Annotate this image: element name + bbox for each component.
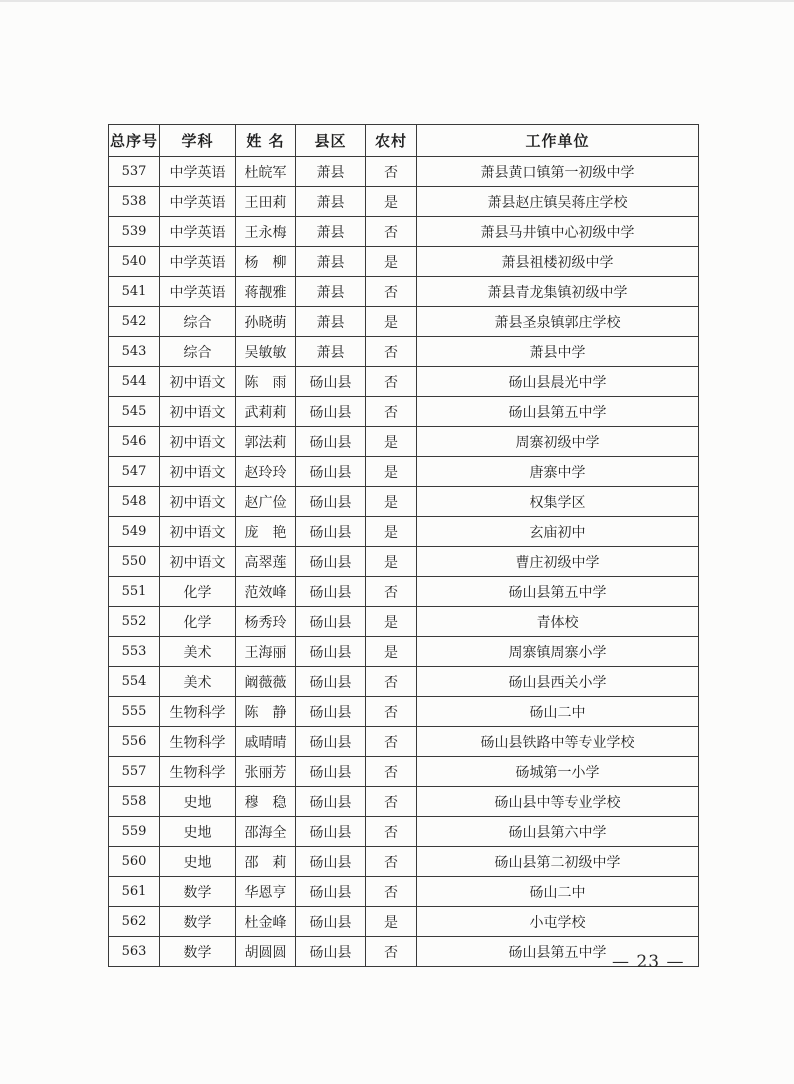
cell-county: 萧县	[296, 157, 366, 187]
cell-subject: 中学英语	[160, 187, 236, 217]
table-row	[109, 217, 699, 247]
table-row	[109, 277, 699, 307]
cell-name: 高翠莲	[236, 547, 296, 577]
table-row	[109, 157, 699, 187]
page-number: — 23 —	[612, 952, 685, 972]
cell-name: 戚晴晴	[236, 727, 296, 757]
cell-workplace: 萧县赵庄镇吴蒋庄学校	[417, 187, 699, 217]
cell-subject: 中学英语	[160, 277, 236, 307]
table-body	[109, 157, 699, 967]
cell-rural: 是	[366, 307, 417, 337]
cell-county: 砀山县	[296, 457, 366, 487]
cell-rural: 否	[366, 937, 417, 967]
cell-subject: 中学英语	[160, 247, 236, 277]
cell-workplace: 玄庙初中	[417, 517, 699, 547]
cell-subject: 综合	[160, 337, 236, 367]
cell-serial: 550	[109, 547, 160, 577]
cell-serial: 545	[109, 397, 160, 427]
cell-rural: 否	[366, 277, 417, 307]
cell-serial: 554	[109, 667, 160, 697]
cell-serial: 557	[109, 757, 160, 787]
cell-serial: 548	[109, 487, 160, 517]
cell-county: 砀山县	[296, 817, 366, 847]
table-row	[109, 787, 699, 817]
cell-serial: 551	[109, 577, 160, 607]
cell-subject: 生物科学	[160, 757, 236, 787]
col-header-name: 姓 名	[236, 125, 296, 157]
cell-rural: 否	[366, 697, 417, 727]
col-header-subject: 学科	[160, 125, 236, 157]
col-header-county: 县区	[296, 125, 366, 157]
cell-workplace: 砀山县西关小学	[417, 667, 699, 697]
cell-subject: 初中语文	[160, 517, 236, 547]
cell-name: 王海丽	[236, 637, 296, 667]
table-row	[109, 397, 699, 427]
cell-county: 砀山县	[296, 757, 366, 787]
cell-serial: 544	[109, 367, 160, 397]
table-header-row	[109, 125, 699, 157]
cell-county: 砀山县	[296, 637, 366, 667]
cell-workplace: 砀山县第二初级中学	[417, 847, 699, 877]
cell-subject: 美术	[160, 667, 236, 697]
cell-workplace: 周寨镇周寨小学	[417, 637, 699, 667]
cell-serial: 561	[109, 877, 160, 907]
cell-serial: 541	[109, 277, 160, 307]
col-header-workplace: 工作单位	[417, 125, 699, 157]
cell-subject: 史地	[160, 847, 236, 877]
cell-name: 杨 柳	[236, 247, 296, 277]
cell-name: 邵海全	[236, 817, 296, 847]
cell-rural: 否	[366, 667, 417, 697]
col-header-serial: 总序号	[109, 125, 160, 157]
cell-rural: 是	[366, 187, 417, 217]
cell-workplace: 萧县中学	[417, 337, 699, 367]
table-row	[109, 637, 699, 667]
table-row	[109, 607, 699, 637]
cell-subject: 史地	[160, 787, 236, 817]
cell-workplace: 曹庄初级中学	[417, 547, 699, 577]
table-row	[109, 337, 699, 367]
cell-rural: 否	[366, 397, 417, 427]
table-row	[109, 667, 699, 697]
col-header-rural: 农村	[366, 125, 417, 157]
cell-subject: 化学	[160, 607, 236, 637]
table-row	[109, 847, 699, 877]
cell-serial: 540	[109, 247, 160, 277]
cell-rural: 否	[366, 337, 417, 367]
table-row	[109, 487, 699, 517]
cell-name: 蒋靓雅	[236, 277, 296, 307]
cell-name: 庞 艳	[236, 517, 296, 547]
cell-county: 萧县	[296, 277, 366, 307]
cell-serial: 560	[109, 847, 160, 877]
cell-subject: 化学	[160, 577, 236, 607]
cell-subject: 初中语文	[160, 457, 236, 487]
cell-serial: 538	[109, 187, 160, 217]
cell-serial: 553	[109, 637, 160, 667]
cell-name: 穆 稳	[236, 787, 296, 817]
cell-county: 砀山县	[296, 937, 366, 967]
cell-subject: 生物科学	[160, 697, 236, 727]
cell-subject: 史地	[160, 817, 236, 847]
cell-name: 范效峰	[236, 577, 296, 607]
table-row	[109, 247, 699, 277]
cell-name: 孙晓萌	[236, 307, 296, 337]
table-row	[109, 307, 699, 337]
table-row	[109, 187, 699, 217]
cell-county: 萧县	[296, 307, 366, 337]
cell-county: 砀山县	[296, 427, 366, 457]
cell-name: 邵 莉	[236, 847, 296, 877]
cell-rural: 是	[366, 637, 417, 667]
cell-serial: 546	[109, 427, 160, 457]
cell-workplace: 砀山二中	[417, 697, 699, 727]
cell-rural: 否	[366, 877, 417, 907]
cell-subject: 初中语文	[160, 547, 236, 577]
cell-subject: 初中语文	[160, 367, 236, 397]
cell-county: 砀山县	[296, 607, 366, 637]
cell-name: 杜金峰	[236, 907, 296, 937]
table-row	[109, 907, 699, 937]
cell-rural: 是	[366, 607, 417, 637]
cell-name: 武莉莉	[236, 397, 296, 427]
cell-county: 砀山县	[296, 877, 366, 907]
cell-workplace: 砀山二中	[417, 877, 699, 907]
cell-serial: 552	[109, 607, 160, 637]
cell-serial: 539	[109, 217, 160, 247]
cell-subject: 初中语文	[160, 487, 236, 517]
cell-county: 砀山县	[296, 517, 366, 547]
table-row	[109, 457, 699, 487]
cell-county: 砀山县	[296, 547, 366, 577]
table-row	[109, 577, 699, 607]
cell-county: 萧县	[296, 187, 366, 217]
cell-county: 砀山县	[296, 697, 366, 727]
cell-workplace: 砀山县中等专业学校	[417, 787, 699, 817]
cell-name: 杜皖军	[236, 157, 296, 187]
cell-subject: 中学英语	[160, 157, 236, 187]
cell-rural: 是	[366, 247, 417, 277]
cell-serial: 547	[109, 457, 160, 487]
cell-county: 砀山县	[296, 847, 366, 877]
cell-county: 砀山县	[296, 577, 366, 607]
table-row	[109, 547, 699, 577]
cell-name: 郭法莉	[236, 427, 296, 457]
cell-serial: 537	[109, 157, 160, 187]
cell-serial: 563	[109, 937, 160, 967]
table-row	[109, 367, 699, 397]
cell-rural: 否	[366, 757, 417, 787]
cell-rural: 是	[366, 487, 417, 517]
cell-name: 阚薇薇	[236, 667, 296, 697]
cell-name: 王永梅	[236, 217, 296, 247]
cell-rural: 是	[366, 427, 417, 457]
cell-subject: 初中语文	[160, 427, 236, 457]
cell-rural: 是	[366, 907, 417, 937]
cell-rural: 否	[366, 727, 417, 757]
cell-workplace: 砀山县第六中学	[417, 817, 699, 847]
cell-subject: 综合	[160, 307, 236, 337]
cell-subject: 中学英语	[160, 217, 236, 247]
table-row	[109, 817, 699, 847]
cell-county: 砀山县	[296, 787, 366, 817]
cell-county: 萧县	[296, 217, 366, 247]
cell-name: 吴敏敏	[236, 337, 296, 367]
cell-workplace: 权集学区	[417, 487, 699, 517]
table-row	[109, 697, 699, 727]
cell-rural: 否	[366, 367, 417, 397]
teacher-roster-table	[108, 124, 699, 967]
cell-county: 萧县	[296, 247, 366, 277]
table-row	[109, 877, 699, 907]
cell-serial: 558	[109, 787, 160, 817]
cell-serial: 542	[109, 307, 160, 337]
cell-workplace: 砀山县第五中学	[417, 937, 699, 967]
cell-subject: 数学	[160, 907, 236, 937]
cell-workplace: 砀山县晨光中学	[417, 367, 699, 397]
cell-county: 砀山县	[296, 397, 366, 427]
cell-workplace: 萧县祖楼初级中学	[417, 247, 699, 277]
cell-name: 华恩亨	[236, 877, 296, 907]
table-row	[109, 517, 699, 547]
cell-serial: 562	[109, 907, 160, 937]
cell-subject: 数学	[160, 937, 236, 967]
cell-county: 砀山县	[296, 367, 366, 397]
cell-subject: 美术	[160, 637, 236, 667]
cell-county: 砀山县	[296, 487, 366, 517]
cell-workplace: 萧县圣泉镇郭庄学校	[417, 307, 699, 337]
cell-workplace: 小屯学校	[417, 907, 699, 937]
cell-rural: 是	[366, 517, 417, 547]
table-row	[109, 427, 699, 457]
cell-serial: 555	[109, 697, 160, 727]
cell-workplace: 萧县马井镇中心初级中学	[417, 217, 699, 247]
cell-subject: 生物科学	[160, 727, 236, 757]
cell-workplace: 砀城第一小学	[417, 757, 699, 787]
cell-workplace: 萧县青龙集镇初级中学	[417, 277, 699, 307]
cell-county: 砀山县	[296, 727, 366, 757]
table-row	[109, 937, 699, 967]
cell-subject: 数学	[160, 877, 236, 907]
cell-rural: 否	[366, 157, 417, 187]
cell-name: 赵玲玲	[236, 457, 296, 487]
cell-rural: 是	[366, 457, 417, 487]
table-row	[109, 727, 699, 757]
cell-subject: 初中语文	[160, 397, 236, 427]
table-row	[109, 757, 699, 787]
cell-serial: 543	[109, 337, 160, 367]
cell-rural: 否	[366, 817, 417, 847]
cell-name: 陈 静	[236, 697, 296, 727]
cell-rural: 否	[366, 787, 417, 817]
cell-county: 萧县	[296, 337, 366, 367]
cell-workplace: 砀山县铁路中等专业学校	[417, 727, 699, 757]
cell-rural: 否	[366, 217, 417, 247]
cell-workplace: 周寨初级中学	[417, 427, 699, 457]
cell-name: 胡圆圆	[236, 937, 296, 967]
cell-county: 砀山县	[296, 907, 366, 937]
cell-name: 张丽芳	[236, 757, 296, 787]
cell-rural: 否	[366, 847, 417, 877]
cell-rural: 是	[366, 547, 417, 577]
cell-name: 杨秀玲	[236, 607, 296, 637]
cell-workplace: 砀山县第五中学	[417, 397, 699, 427]
cell-serial: 559	[109, 817, 160, 847]
cell-workplace: 唐寨中学	[417, 457, 699, 487]
cell-county: 砀山县	[296, 667, 366, 697]
cell-workplace: 砀山县第五中学	[417, 577, 699, 607]
cell-name: 王田莉	[236, 187, 296, 217]
cell-workplace: 青体校	[417, 607, 699, 637]
cell-serial: 556	[109, 727, 160, 757]
cell-serial: 549	[109, 517, 160, 547]
cell-workplace: 萧县黄口镇第一初级中学	[417, 157, 699, 187]
cell-name: 陈 雨	[236, 367, 296, 397]
cell-name: 赵广俭	[236, 487, 296, 517]
cell-rural: 否	[366, 577, 417, 607]
